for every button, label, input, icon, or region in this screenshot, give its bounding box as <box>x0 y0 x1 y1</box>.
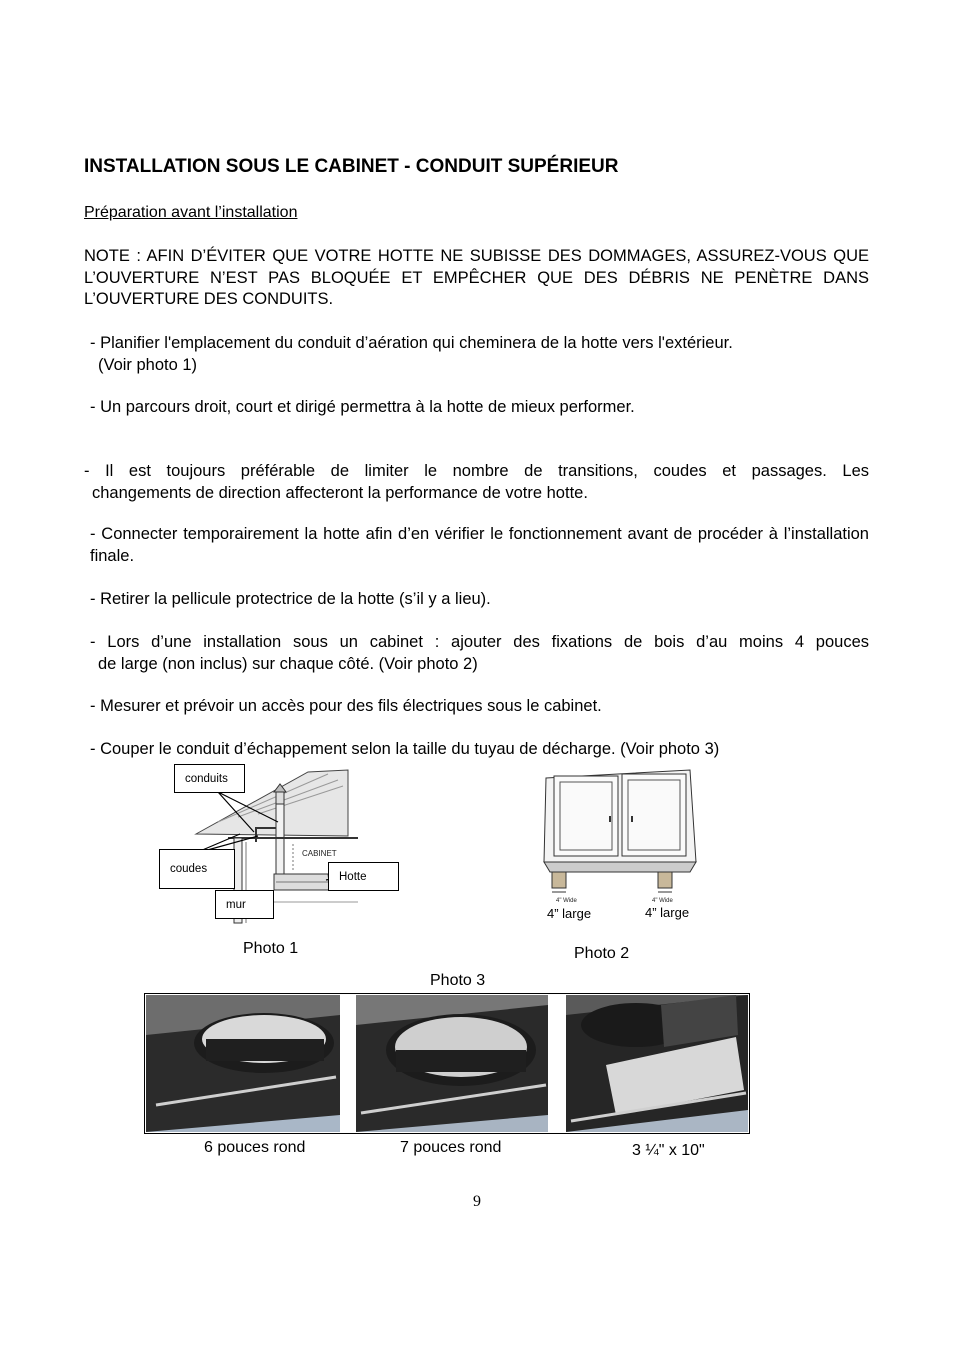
note-paragraph: NOTE : AFIN D’ÉVITER QUE VOTRE HOTTE NE SUBISSE DES DOMMAGES, ASSUREZ-VOUS QUE L’OUVERTURE N’EST PAS BLOQUÉE ET EMPÊCHER QUE DES DÉBRIS NE PENÈTRE DANS L’OUVERTURE DES CONDUITS. <box>84 247 869 308</box>
section-subtitle: Préparation avant l’installation <box>84 204 298 221</box>
photo2-right-label: 4” large <box>645 905 690 920</box>
photo3-caption-seven: 7 pouces rond <box>400 1139 502 1156</box>
photo1-caption: Photo 1 <box>243 940 299 957</box>
wide-label-right: 4" Wide <box>652 898 673 904</box>
photo3-six-inch-round <box>146 995 340 1132</box>
bullet-wood-fixtures-line2: de large (non inclus) sur chaque côté. (Voir photo 2) <box>98 654 478 673</box>
photo3-rectangular <box>566 995 748 1132</box>
label-coudes: coudes <box>159 849 235 889</box>
bullet-temporary-connect: - Connecter temporairement la hotte afin d’en vérifier le fonctionnement avant de procéder à l’installation finale. <box>90 525 869 565</box>
photo3-caption: Photo 3 <box>430 972 486 989</box>
bullet-wood-fixtures-line1: - Lors d’une installation sous un cabinet : ajouter des fixations de bois d’au moins 4 pouces <box>90 633 869 651</box>
bullet-wood-fixtures <box>90 632 869 675</box>
bullet-electrical-access: - Mesurer et prévoir un accès pour des fils électriques sous le cabinet. <box>90 697 602 715</box>
bullet-limit-transitions-line1: - Il est toujours préférable de limiter le nombre de transitions, coudes et passages. Les <box>84 462 869 480</box>
photo3-caption-rect: 3 ¼" x 10" <box>632 1142 705 1159</box>
label-conduits: conduits <box>174 764 245 793</box>
bullet-remove-film: - Retirer la pellicule protectrice de la hotte (s’il y a lieu). <box>90 590 491 608</box>
bullet-limit-transitions <box>84 461 869 504</box>
bullet-straight-route: - Un parcours droit, court et dirigé permettra à la hotte de mieux performer. <box>90 398 635 416</box>
page-title: INSTALLATION SOUS LE CABINET - CONDUIT SUPÉRIEUR <box>84 156 619 177</box>
page-number: 9 <box>473 1193 481 1210</box>
label-hotte: Hotte <box>328 862 399 891</box>
cabinet-diagram-label: CABINET <box>302 849 337 858</box>
photo3-seven-inch-round <box>356 995 548 1132</box>
label-mur: mur <box>215 890 274 919</box>
bullet-plan-vent <box>90 333 870 376</box>
bullet-plan-vent-line2: (Voir photo 1) <box>98 355 198 374</box>
bullet-cut-duct: - Couper le conduit d’échappement selon la taille du tuyau de décharge. (Voir photo 3) <box>90 740 720 758</box>
photo3-caption-six: 6 pouces rond <box>204 1139 306 1156</box>
wide-label-left: 4" Wide <box>556 898 577 904</box>
photo2-left-label: 4” large <box>547 906 592 921</box>
bullet-plan-vent-line1: - Planifier l'emplacement du conduit d’aération qui cheminera de la hotte vers l'extérieur. <box>90 334 733 352</box>
photo2-diagram <box>540 766 700 906</box>
photo2-caption: Photo 2 <box>574 945 630 962</box>
bullet-limit-transitions-line2: changements de direction affecteront la performance de votre hotte. <box>92 483 588 502</box>
cabinet-illustration <box>540 766 700 906</box>
